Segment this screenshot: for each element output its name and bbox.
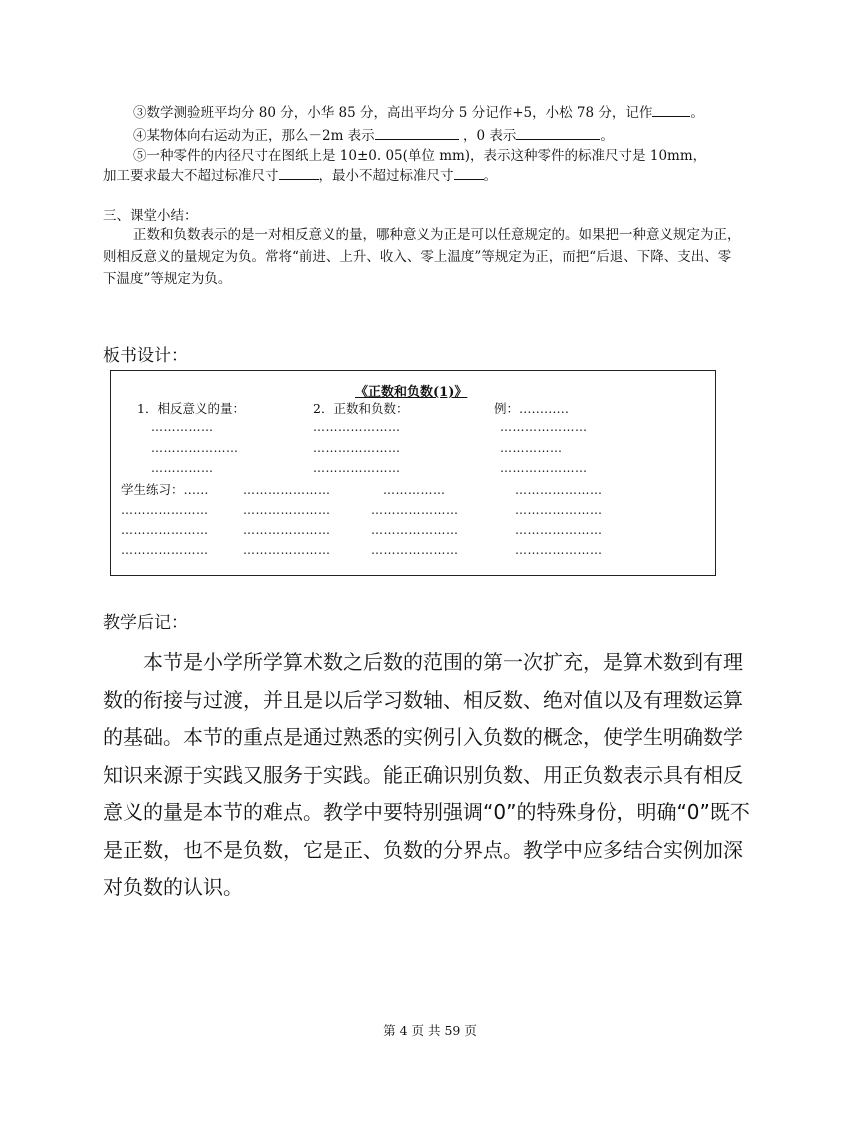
board-dots: ………………… — [515, 503, 603, 517]
board-dots: ………………… — [313, 441, 401, 455]
board-dots: ………………… — [371, 503, 459, 517]
board-dots: ………………… — [121, 543, 209, 557]
summary-body: 正数和负数表示的是一对相反意义的量，哪种意义为正是可以任意规定的。如果把一种意义规定为正，则相反意义的量规定为负。常将“前进、上升、收入、零上温度”等规定为正，而把“后退、下降、支出、零下温度”等规定为负。 — [103, 227, 741, 287]
board-dots: ………………… — [515, 483, 603, 497]
answer-blank — [652, 104, 690, 117]
board-dots: ………………… — [121, 503, 209, 517]
answer-blank — [375, 127, 459, 140]
board-dots: ………………… — [500, 461, 588, 475]
board-dots: ………………… — [313, 461, 401, 475]
exercise-4 — [133, 127, 614, 145]
board-heading: 板书设计： — [103, 346, 188, 366]
summary-heading: 三、课堂小结： — [103, 208, 198, 224]
board-dots: ………………… — [243, 543, 331, 557]
exercise-3-text: ③数学测验班平均分 80 分，小华 85 分，高出平均分 5 分记作+5，小松 78 分，记作 — [133, 105, 653, 121]
postscript-body: 本节是小学所学算术数之后数的范围的第一次扩充，是算术数到有理数的衔接与过渡，并且是以后学习数轴、相反数、绝对值以及有理数运算的基础。本节的重点是通过熟悉的实例引入负数的概念，使学生明确数学知识来源于实践又服务于实践。能正确识别负数、用正负数表示具有相反意义的量是本节的难点。教学中要特别强调“0”的特殊身份，明确“0”既不是正数，也不是负数，它是正、负数的分界点。教学中应多结合实例加深对负数的认识。 — [103, 650, 750, 899]
exercise-3 — [133, 104, 704, 122]
board-dots: ………………… — [371, 543, 459, 557]
exercise-5-cont-mid: ，最小不超过标准尺寸 — [318, 168, 454, 184]
board-dots: …………… — [151, 461, 214, 475]
board-dots: ………………… — [500, 420, 588, 434]
exercise-5-cont-tail: 。 — [483, 168, 497, 184]
exercise-4-text: ④某物体向右运动为正，那么－2m 表示 — [133, 128, 375, 144]
board-dots: ………………… — [371, 523, 459, 537]
answer-blank — [454, 167, 484, 180]
board-col1-label: 1．相反意义的量： — [137, 401, 245, 416]
postscript-heading: 教学后记： — [103, 613, 188, 633]
answer-blank — [516, 127, 600, 140]
board-dots: …………… — [151, 420, 214, 434]
page-footer: 第 4 页 共 59 页 — [383, 1023, 477, 1038]
board-dots: ………………… — [121, 523, 209, 537]
board-dots: …………… — [500, 441, 563, 455]
board-dots: ………………… — [515, 543, 603, 557]
exercise-4-tail: 。 — [600, 128, 614, 144]
exercise-5 — [133, 147, 706, 165]
exercise-4-mid: ，0 表示 — [462, 128, 517, 144]
board-col3-label: 例：………… — [494, 401, 570, 416]
exercise-5-cont — [103, 167, 497, 185]
board-dots: ………………… — [151, 441, 239, 455]
board-dots: ………………… — [243, 523, 331, 537]
board-dots: ………………… — [243, 503, 331, 517]
board-dots: …………… — [383, 483, 446, 497]
exercise-5-text: ⑤一种零件的内径尺寸在图纸上是 10±0. 05(单位 mm)，表示这种零件的标准尺寸是 10mm， — [133, 148, 707, 164]
exercise-5-cont-text: 加工要求最大不超过标准尺寸 — [103, 168, 279, 184]
answer-blank — [279, 167, 319, 180]
board-dots: ………………… — [515, 523, 603, 537]
board-dots: ………………… — [313, 420, 401, 434]
exercise-3-tail: 。 — [690, 105, 704, 121]
board-dots: ………………… — [243, 483, 331, 497]
board-col2-label: 2．正数和负数： — [313, 401, 409, 416]
board-title: 《正数和负数(1)》 — [355, 385, 468, 400]
board-practice-label: 学生练习：…… — [121, 482, 209, 497]
